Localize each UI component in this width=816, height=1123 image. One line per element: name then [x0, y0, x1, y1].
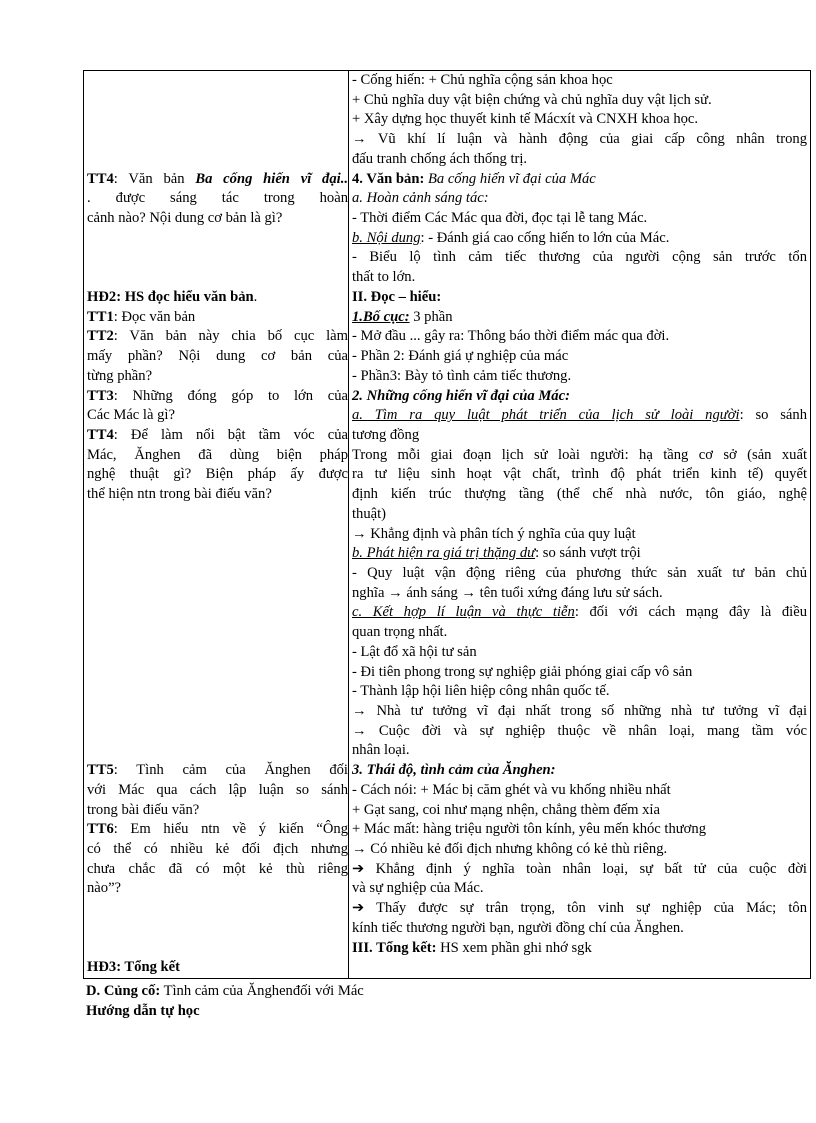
tt2-prompt-line2: mấy phần? Nội dung cơ bản của	[87, 348, 348, 365]
lesson-page	[83, 70, 809, 1022]
tt6-prompt-line2: có thể có nhiều kẻ đối địch nhưng	[87, 841, 348, 858]
content-line: nghĩa → ánh sáng → tên tuổi xứng đáng lưu sử sách.	[352, 584, 663, 601]
teacher-activity-column	[84, 71, 349, 979]
subheading-context: a. Hoàn cảnh sáng tác:	[352, 190, 489, 207]
tt5-prompt-line3: trong bài điếu văn?	[87, 801, 200, 818]
content-line: a. Tìm ra quy luật phát triển của lịch sử loài người: so sánh	[352, 407, 807, 424]
subheading-contributions: 2. Những cống hiến vĩ đại của Mác:	[352, 387, 570, 404]
tt4-prompt-line2: . được sáng tác trong hoàn	[87, 190, 348, 207]
content-line: - Mở đầu ... gây ra: Thông báo thời điểm mác qua đời.	[352, 328, 670, 345]
section-2-heading: II. Đọc – hiểu:	[352, 288, 442, 305]
subheading-attitude: 3. Thái độ, tình cảm của Ănghen:	[352, 762, 556, 779]
content-line: - Phần 2: Đánh giá ự nghiệp của mác	[352, 348, 569, 365]
content-line: c. Kết hợp lí luận và thực tiễn: đối với cách mạng đây là điều	[352, 604, 807, 621]
tt4-prompt-line3: cảnh nào? Nội dung cơ bản là gì?	[87, 210, 283, 227]
tt2-prompt-line3: từng phần?	[87, 367, 153, 384]
content-line: - Quy luật vận động riêng của phương thức sản xuất tư bản chủ	[352, 564, 807, 581]
hd2-heading: HĐ2: HS đọc hiểu văn bản.	[87, 288, 258, 305]
content-line: kính tiếc thương người bạn, người đồng chí của Ănghen.	[352, 919, 684, 936]
content-line: nhân loại.	[352, 742, 410, 759]
lesson-footer	[83, 982, 809, 1021]
tt5-prompt-line2: với Mác qua cách lập luận so sánh	[87, 781, 348, 798]
content-line: ➔ Thấy được sự trân trọng, tôn vinh sự nghiệp của Mác; tôn	[352, 900, 807, 917]
tt6-prompt-line3: chưa chắc đã có một kẻ thù riêng	[87, 860, 348, 877]
subheading-layout: 1.Bố cục: 3 phần	[352, 308, 453, 325]
content-column	[349, 71, 811, 979]
content-line: → Vũ khí lí luận và hành động của giai cấp công nhân trong	[352, 131, 807, 148]
content-line: ➔ Khẳng định ý nghĩa toàn nhân loại, sự bất tử của cuộc đời	[352, 860, 807, 877]
content-line: tương đồng	[352, 426, 420, 443]
tt4b-prompt-line2: Mác, Ănghen đã dùng biện pháp	[87, 446, 348, 463]
tt3-prompt-line1: TT3: Những đóng góp to lớn của	[87, 387, 348, 404]
content-line: và sự nghiệp của Mác.	[352, 880, 484, 897]
self-study-heading: Hướng dẫn tự học	[86, 1002, 200, 1019]
content-line: - Biểu lộ tình cảm tiếc thương của người cộng sản trước tổn	[352, 249, 807, 266]
content-line: - Lật đổ xã hội tư sản	[352, 643, 477, 660]
tt4b-prompt-line3: nghệ thuật gì? Biện pháp ấy được	[87, 466, 348, 483]
tt2-prompt-line1: TT2: Văn bản này chia bố cục làm	[87, 328, 348, 345]
consolidation-line: D. Củng cố: Tình cảm của Ănghenđối với Mác	[86, 983, 364, 1000]
tt1-prompt: TT1: Đọc văn bản	[87, 308, 196, 325]
content-line: → Nhà tư tưởng vĩ đại nhất trong số những nhà tư tưởng vĩ đại	[352, 703, 807, 719]
tt3-prompt-line2: Các Mác là gì?	[87, 407, 175, 424]
tt6-prompt-line1: TT6: Em hiểu ntn về ý kiến “Ông	[87, 821, 348, 838]
content-line: quan trọng nhất.	[352, 624, 448, 641]
content-line: thất to lớn.	[352, 269, 416, 286]
content-line: - Thời điểm Các Mác qua đời, đọc tại lễ tang Mác.	[352, 210, 648, 227]
hd3-heading: HĐ3: Tổng kết	[87, 959, 180, 976]
section-4-heading: 4. Văn bản: Ba cống hiến vĩ đại của Mác	[352, 170, 596, 187]
content-line: b. Phát hiện ra giá trị thặng dư: so sánh vượt trội	[352, 545, 641, 562]
content-line: + Gạt sang, coi như mạng nhện, chẳng thèm đếm xỉa	[352, 801, 660, 818]
content-line: - Đi tiên phong trong sự nghiệp giải phóng giai cấp vô sản	[352, 663, 693, 680]
content-line: → Khẳng định và phân tích ý nghĩa của quy luật	[352, 525, 636, 542]
tt4b-prompt-line4: thể hiện ntn trong bài điếu văn?	[87, 486, 272, 503]
tt5-prompt-line1: TT5: Tình cảm của Ănghen đối	[87, 762, 348, 779]
content-line: + Xây dựng học thuyết kinh tế Mácxít và CNXH khoa học.	[352, 111, 699, 128]
content-line: Trong mỗi giai đoạn lịch sử loài người: hạ tầng cơ sở (sản xuất	[352, 446, 807, 463]
content-line: - Cống hiến: + Chủ nghĩa cộng sản khoa học	[352, 72, 613, 88]
content-line: → Có nhiều kẻ đối địch nhưng không có kẻ thù riêng.	[352, 841, 668, 858]
content-line: định kiến trúc thượng tầng (thể chế nhà nước, tôn giáo, nghệ	[352, 486, 807, 503]
content-line: + Mác mất: hàng triệu người tôn kính, yêu mến khóc thương	[352, 821, 706, 838]
content-line: đấu tranh chống ách thống trị.	[352, 150, 528, 167]
content-line: ra tư liệu sinh hoạt vật chất, trình độ phát triển kinh tế) quyết	[352, 466, 807, 483]
section-3-heading: III. Tổng kết: HS xem phần ghi nhớ sgk	[352, 939, 592, 956]
content-line: - Phần3: Bày tỏ tình cảm tiếc thương.	[352, 367, 572, 384]
lesson-table	[83, 70, 811, 979]
content-line: → Cuộc đời và sự nghiệp thuộc về nhân loại, mang tầm vóc	[352, 722, 807, 739]
content-line: - Cách nói: + Mác bị căm ghét và vu khống nhiều nhất	[352, 781, 671, 798]
subheading-content: b. Nội dung: - Đánh giá cao cống hiến to lớn của Mác.	[352, 229, 670, 246]
content-line: + Chủ nghĩa duy vật biện chứng và chủ nghĩa duy vật lịch sử.	[352, 91, 712, 108]
tt4-prompt-line1: TT4: Văn bản Ba cống hiến vĩ đại..	[87, 170, 348, 187]
content-line: - Thành lập hội liên hiệp công nhân quốc tế.	[352, 683, 610, 700]
tt4b-prompt-line1: TT4: Để làm nổi bật tầm vóc của	[87, 426, 348, 443]
tt6-prompt-line4: nào”?	[87, 880, 122, 897]
content-line: thuật)	[352, 505, 387, 522]
